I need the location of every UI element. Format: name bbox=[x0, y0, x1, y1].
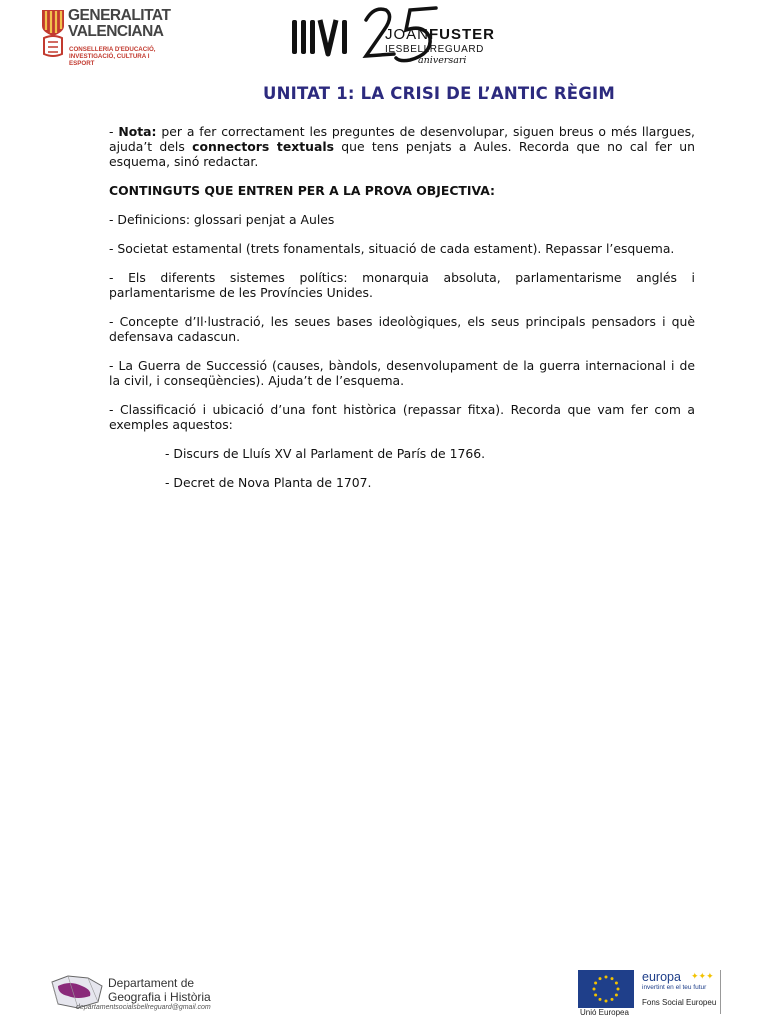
note-text-2: que tens penjats a Aules. Recorda que no cal fer un esquema, sinó redactar. bbox=[109, 139, 696, 169]
note-text-1: per a fer correctament les preguntes de desenvolupar, siguen breus o més llargues, ajuda’t dels bbox=[109, 124, 695, 154]
gva-logo bbox=[40, 6, 175, 72]
jf-bars-icon bbox=[290, 16, 354, 58]
content-item: - Concepte d’Il·lustració, les seues bases ideològiques, els seus principals pensadors i què defensava cadascun. bbox=[109, 314, 695, 344]
note-paragraph bbox=[109, 124, 695, 169]
fund-name: Fons Social Europeu bbox=[642, 998, 717, 1007]
gva-subtitle: CONSELLERIA D'EDUCACIÓ, INVESTIGACIÓ, CULTURA I ESPORT bbox=[69, 46, 156, 68]
joan-fuster-logo bbox=[290, 4, 496, 68]
note-highlight: connectors textuals bbox=[192, 139, 334, 154]
department-email: departamentsocialsbellreguard@gmail.com bbox=[76, 1004, 211, 1011]
page-title: UNITAT 1: LA CRISI DE L’ANTIC RÈGIM bbox=[263, 84, 615, 103]
note-label: Nota: bbox=[118, 124, 157, 139]
europa-brand: europa bbox=[642, 970, 681, 984]
content-item: - Els diferents sistemes polítics: monarquia absoluta, parlamentarisme anglés i parlamentarisme de les Províncies Unides. bbox=[109, 270, 695, 300]
jf-name-first: JOAN bbox=[385, 26, 430, 43]
eu-logo bbox=[578, 968, 723, 1020]
content-item: - La Guerra de Successió (causes, bàndols, desenvolupament de la guerra internacional i de la civil, i conseqüències). Ajuda’t de l’esquema. bbox=[109, 358, 695, 388]
jf-anniversary: aniversari bbox=[418, 55, 467, 66]
source-item: - Decret de Nova Planta de 1707. bbox=[165, 475, 372, 490]
gva-shield-icon bbox=[40, 8, 66, 58]
content-item: - Classificació i ubicació d’una font històrica (repassar fitxa). Recorda que vam fer com a exemples aquestos: bbox=[109, 402, 695, 432]
europa-tagline: invertint en el teu futur bbox=[642, 984, 707, 991]
stars-icon: ✦✦✦ bbox=[691, 972, 714, 982]
note-lead: - bbox=[109, 124, 119, 139]
jf-name bbox=[385, 26, 495, 43]
jf-name-last: FUSTER bbox=[429, 26, 496, 43]
eu-flag-icon bbox=[578, 970, 634, 1008]
contents-heading: CONTINGUTS QUE ENTREN PER A LA PROVA OBJECTIVA: bbox=[109, 183, 496, 198]
eu-label: Unió Europea bbox=[580, 1008, 629, 1017]
department-name: Departament de Geografia i Història bbox=[108, 976, 211, 1004]
gva-title: GENERALITAT VALENCIANA bbox=[68, 7, 171, 40]
divider bbox=[720, 970, 721, 1014]
department-logo bbox=[48, 968, 238, 1016]
content-item: - Definicions: glossari penjat a Aules bbox=[109, 212, 335, 227]
document-body bbox=[109, 124, 695, 490]
source-item: - Discurs de Lluís XV al Parlament de París de 1766. bbox=[165, 446, 486, 461]
content-item: - Societat estamental (trets fonamentals, situació de cada estament). Repassar l’esquema. bbox=[109, 241, 675, 256]
jf-school: IESBELLREGUARD bbox=[385, 44, 484, 55]
